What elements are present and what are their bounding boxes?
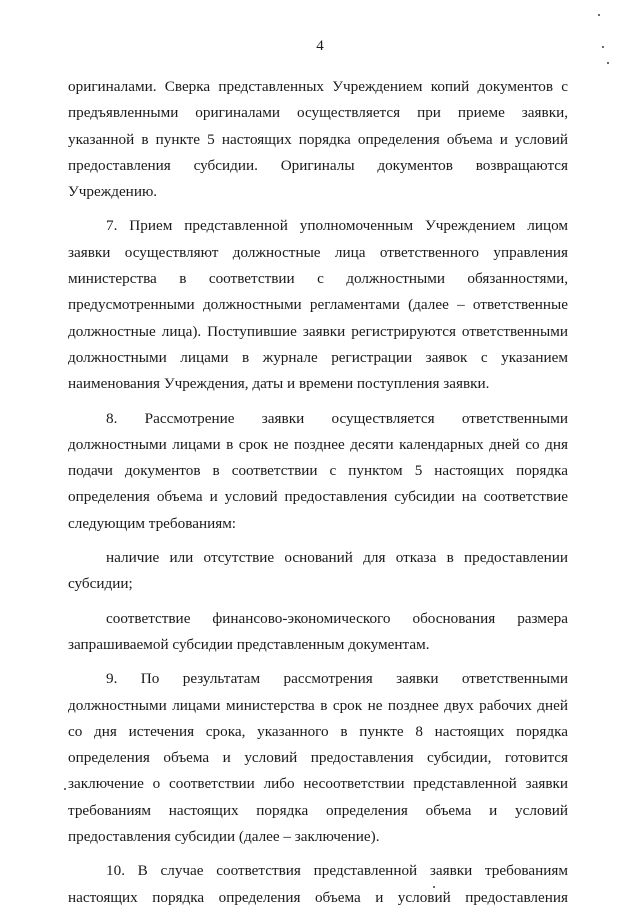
scan-speck [64,788,66,790]
paragraph-item-9: 9. По результатам рассмотрения заявки ответственными должностными лицами министерства в срок не позднее двух рабочих дней со дня истечения срока, указанного в пункте 8 настоящих порядка определения объема и условий предоставления субсидии, готовится заключение о соответствии либо несоответствии представленной заявки требованиям настоящих порядка определения объема и условий предоставления субсидии (далее – заключение). [68,670,568,846]
scan-speck [602,46,604,48]
paragraph-item-8: 8. Рассмотрение заявки осуществляется ответственными должностными лицами в срок не позднее десяти календарных дней со дня подачи документов в соответствии с пунктом 5 настоящих порядка определения объема и условий предоставления субсидии на соответствие следующим требованиям: [68,409,568,532]
document-body [68,74,568,911]
paragraph-item-7: 7. Прием представленной уполномоченным Учреждением лицом заявки осуществляют должностные лица ответственного управления министерства в соответствии с должностными обязанностями, предусмотренными должностными регламентами (далее – ответственные должностные лица). Поступившие заявки регистрируются ответственными должностными лицами в журнале регистрации заявок с указанием наименования Учреждения, даты и времени поступления заявки. [68,217,568,393]
paragraph-originals: оригиналами. Сверка представленных Учреждением копий документов с предъявленными оригиналами осуществляется при приеме заявки, указанной в пункте 5 настоящих порядка определения объема и условий предоставления субсидии. Оригиналы документов возвращаются Учреждению. [68,78,568,201]
paragraph-requirement-2: соответствие финансово-экономического обоснования размера запрашиваемой субсидии представленным документам. [68,609,568,653]
scan-speck [598,14,600,16]
paragraph-requirement-1: наличие или отсутствие оснований для отказа в предоставлении субсидии; [68,549,568,593]
scan-speck [607,62,609,64]
paragraph-item-10: 10. В случае соответствия представленной заявки требованиям настоящих порядка определения объема и условий предоставления [68,862,568,906]
page-number: 4 [316,38,324,54]
scan-speck [433,886,435,888]
